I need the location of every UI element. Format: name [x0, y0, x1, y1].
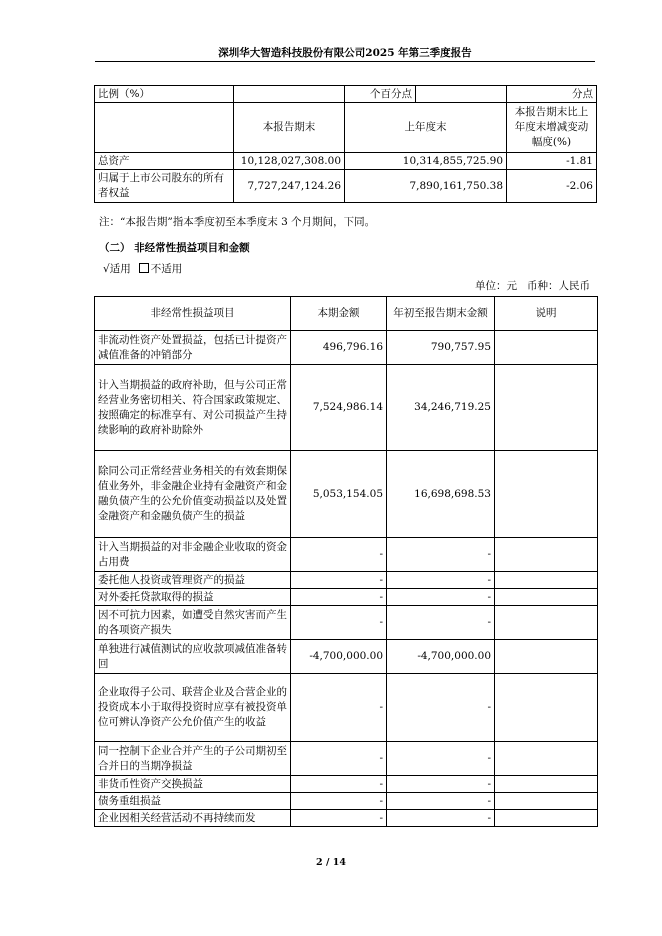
current-cell: 7,524,986.14 — [291, 365, 387, 451]
ytd-cell: 34,246,719.25 — [387, 365, 495, 451]
item-cell: 非流动性资产处置损益，包括已计提资产减值准备的冲销部分 — [95, 331, 291, 365]
note-cell — [495, 793, 598, 810]
table-row — [95, 153, 597, 170]
footnote: 注：“本报告期”指本季度初至本季度末 3 个月期间，下同。 — [99, 216, 376, 228]
current-cell: - — [291, 793, 387, 810]
table-row — [95, 572, 598, 589]
ytd-cell: - — [387, 742, 495, 776]
ratio-label: 比例（%） — [95, 86, 234, 103]
ratio-right: 分点 — [507, 86, 597, 103]
header-rule — [95, 61, 595, 62]
table-row — [95, 589, 598, 606]
row-label: 归属于上市公司股东的所有者权益 — [95, 170, 234, 203]
table-row — [95, 451, 598, 538]
note-cell — [495, 589, 598, 606]
col-item: 非经常性损益项目 — [95, 297, 291, 331]
note-cell — [495, 331, 598, 365]
note-cell — [495, 742, 598, 776]
page-number: 2 / 14 — [316, 857, 346, 868]
item-cell: 因不可抗力因素，如遭受自然灾害而产生的各项资产损失 — [95, 606, 291, 640]
col-prior-year-end: 上年度末 — [345, 103, 507, 153]
note-cell — [495, 640, 598, 674]
current-cell: - — [291, 538, 387, 572]
table-header-row — [95, 297, 598, 331]
current-cell: 5,053,154.05 — [291, 451, 387, 538]
table-row — [95, 776, 598, 793]
current-cell: - — [291, 572, 387, 589]
checkbox-empty-icon — [139, 263, 149, 273]
note-cell — [495, 776, 598, 793]
ytd-cell: - — [387, 606, 495, 640]
note-cell — [495, 451, 598, 538]
current-cell: - — [291, 742, 387, 776]
current-cell: - — [291, 589, 387, 606]
table-row — [95, 170, 597, 203]
current-cell: - — [291, 776, 387, 793]
unit-line — [465, 279, 590, 293]
current-cell: - — [291, 674, 387, 742]
note-cell — [495, 674, 598, 742]
balance-table — [94, 85, 597, 203]
current-cell: 496,796.16 — [291, 331, 387, 365]
note-cell — [495, 365, 598, 451]
item-cell: 非货币性资产交换损益 — [95, 776, 291, 793]
item-cell: 同一控制下企业合并产生的子公司期初至合并日的当期净损益 — [95, 742, 291, 776]
item-cell: 除同公司正常经营业务相关的有效套期保值业务外，非金融企业持有金融资产和金融负债产生的公允价值变动损益以及处置金融资产和金融负债产生的损益 — [95, 451, 291, 538]
note-cell — [495, 572, 598, 589]
item-cell: 债务重组损益 — [95, 793, 291, 810]
item-cell: 单独进行减值测试的应收款项减值准备转回 — [95, 640, 291, 674]
ytd-cell: 790,757.95 — [387, 331, 495, 365]
section-title: （二） 非经常性损益项目和金额 — [99, 242, 250, 254]
cell-current: 7,727,247,124.26 — [234, 170, 345, 203]
ytd-cell: - — [387, 793, 495, 810]
note-cell — [495, 810, 598, 827]
item-cell: 计入当期损益的政府补助，但与公司正常经营业务密切相关、符合国家政策规定、按照确定的标准享有、对公司损益产生持续影响的政府补助除外 — [95, 365, 291, 451]
table-row — [95, 86, 597, 103]
current-cell: -4,700,000.00 — [291, 640, 387, 674]
ytd-cell: - — [387, 538, 495, 572]
ytd-cell: 16,698,698.53 — [387, 451, 495, 538]
cell-change: -2.06 — [507, 170, 597, 203]
non-recurring-table — [94, 296, 598, 827]
applicability — [103, 262, 182, 276]
ytd-cell: - — [387, 776, 495, 793]
note-cell — [495, 538, 598, 572]
table-row — [95, 606, 598, 640]
table-row — [95, 331, 598, 365]
item-cell: 委托他人投资或管理资产的损益 — [95, 572, 291, 589]
table-header-row — [95, 103, 597, 153]
current-cell: - — [291, 810, 387, 827]
item-cell: 对外委托贷款取得的损益 — [95, 589, 291, 606]
table-row — [95, 640, 598, 674]
note-cell — [495, 606, 598, 640]
unit-label: 单位：元 — [475, 280, 517, 292]
table-row — [95, 674, 598, 742]
table-row — [95, 810, 598, 827]
col-current: 本期金额 — [291, 297, 387, 331]
table-row — [95, 365, 598, 451]
col-note: 说明 — [495, 297, 598, 331]
row-label: 总资产 — [95, 153, 234, 170]
cell-prior: 7,890,161,750.38 — [345, 170, 507, 203]
ytd-cell: - — [387, 589, 495, 606]
table-row — [95, 742, 598, 776]
current-cell: - — [291, 606, 387, 640]
col-change: 本报告期末比上年度末增减变动幅度(%) — [507, 103, 597, 153]
table-row — [95, 538, 598, 572]
ytd-cell: -4,700,000.00 — [387, 640, 495, 674]
currency-label: 币种：人民币 — [527, 280, 590, 292]
item-cell: 企业因相关经营活动不再持续而发 — [95, 810, 291, 827]
ytd-cell: - — [387, 674, 495, 742]
ytd-cell: - — [387, 572, 495, 589]
ytd-cell: - — [387, 810, 495, 827]
item-cell: 企业取得子公司、联营企业及合营企业的投资成本小于取得投资时应享有被投资单位可辨认净资产公允价值产生的收益 — [95, 674, 291, 742]
cell-current: 10,128,027,308.00 — [234, 153, 345, 170]
table-row — [95, 793, 598, 810]
cell-change: -1.81 — [507, 153, 597, 170]
item-cell: 计入当期损益的对非金融企业收取的资金占用费 — [95, 538, 291, 572]
report-header: 深圳华大智造科技股份有限公司2025 年第三季度报告 — [218, 47, 472, 59]
col-ytd: 年初至报告期末金额 — [387, 297, 495, 331]
ratio-mid: 个百分点 — [345, 86, 416, 103]
cell-prior: 10,314,855,725.90 — [345, 153, 507, 170]
applicable-option: √适用 — [103, 263, 131, 275]
not-applicable-option: 不适用 — [150, 263, 183, 275]
col-current-end: 本报告期末 — [234, 103, 345, 153]
